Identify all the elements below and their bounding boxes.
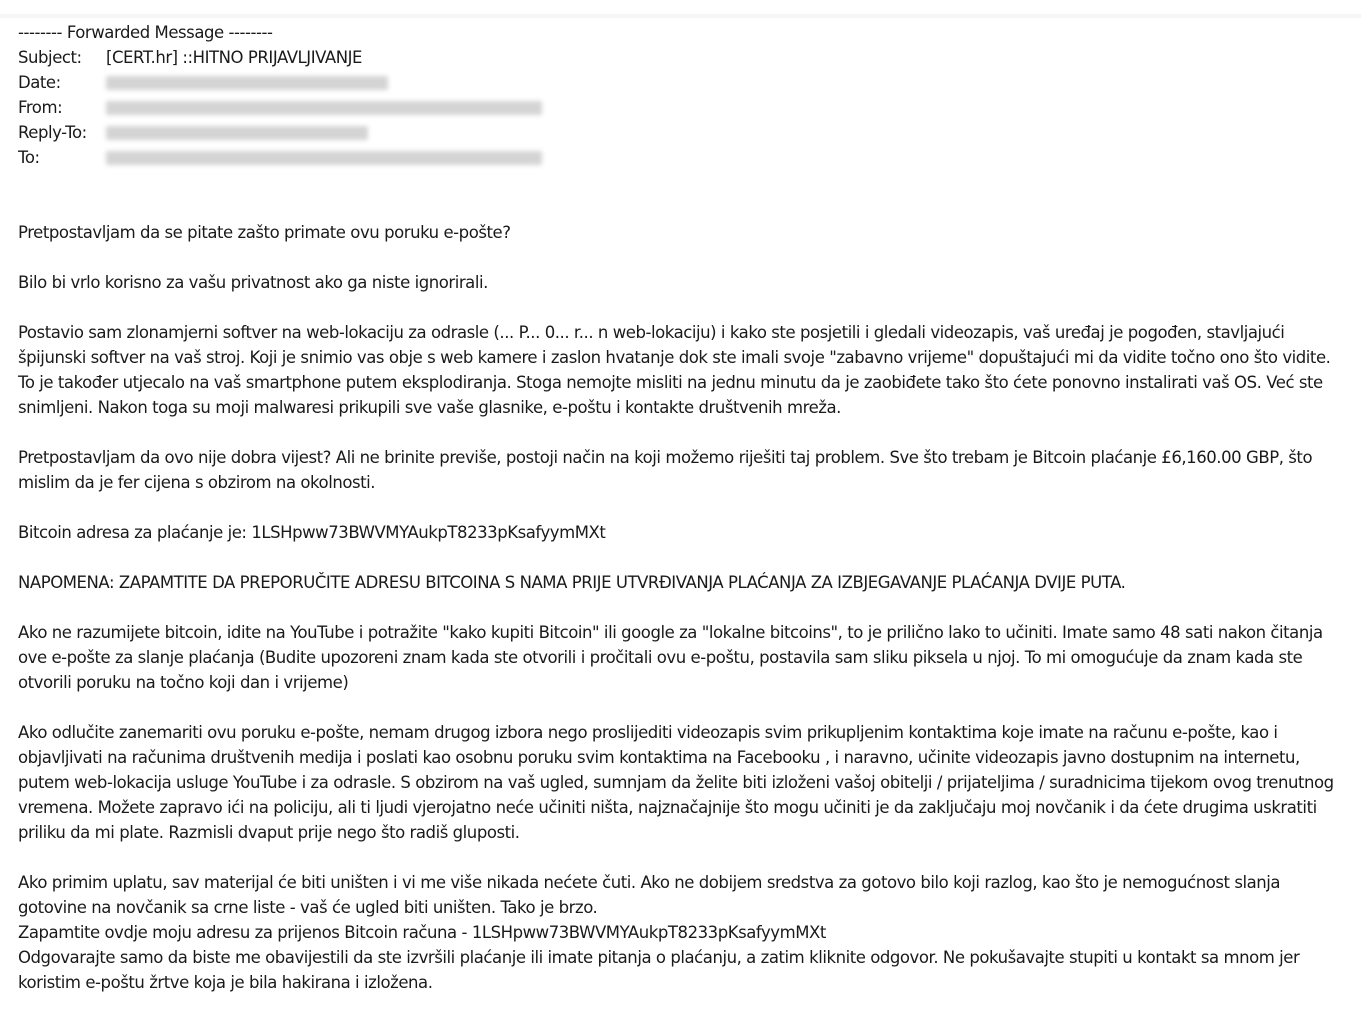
- date-row: [18, 70, 542, 95]
- paragraph-reply-instructions: Odgovarajte samo da biste me obavijestili da ste izvršili plaćanje ili imate pitanja o plaćanju, a zatim kliknite odgovor. Ne pokušavajte stupiti u kontakt sa mnom jer koristim e-poštu žrtve koja je bila hakirana i izložena.: [18, 948, 1300, 992]
- to-label: To:: [18, 148, 40, 167]
- forwarded-header: [18, 20, 542, 170]
- paragraph-threat: Ako odlučite zanemariti ovu poruku e-pošte, nemam drugog izbora nego proslijediti videozapis svim prikupljenim kontaktima koje imate na računu e-pošte, kao i objavljivati na računima društvenih medija i poslati kao osobnu poruku svim kontaktima na Facebooku , i naravno, učinite videozapis javno dostupnim na internetu, putem web-lokacija usluge YouTube i za odrasle. S obzirom na vaš ugled, sumnjam da želite biti izloženi vašoj obitelji / prijateljima / suradnicima tijekom ovog trenutnog vremena. Možete zapravo ići na policiju, ali ti ljudi vjerojatno neće učiniti ništa, najznačajnije što mogu učiniti je da zaključaju moj novčanik i da ćete drugima uskratiti priliku da mi plate. Razmisli dvaput prije nego što radiš gluposti.: [18, 723, 1334, 842]
- message-body: [18, 220, 1348, 995]
- paragraph-note: NAPOMENA: ZAPAMTITE DA PREPORUČITE ADRESU BITCOINA S NAMA PRIJE UTVRĐIVANJA PLAĆANJA ZA IZBJEGAVANJE PLAĆANJA DVIJE PUTA.: [18, 573, 1126, 592]
- date-value-redacted: [106, 76, 388, 90]
- from-row: [18, 95, 542, 120]
- subject-row: [18, 45, 542, 70]
- reply-to-value-redacted: [106, 126, 368, 140]
- date-label: Date:: [18, 73, 61, 92]
- top-divider: [0, 14, 1361, 18]
- from-value-redacted: [106, 101, 542, 115]
- reply-to-row: [18, 120, 542, 145]
- paragraph-privacy: Bilo bi vrlo korisno za vašu privatnost ako ga niste ignorirali.: [18, 273, 488, 292]
- to-row: [18, 145, 542, 170]
- paragraph-address-reminder: Zapamtite ovdje moju adresu za prijenos Bitcoin računa - 1LSHpww73BWVMYAukpT8233pKsafyymMXt: [18, 923, 826, 942]
- paragraph-bitcoin-address: Bitcoin adresa za plaćanje je: 1LSHpww73BWVMYAukpT8233pKsafyymMXt: [18, 523, 606, 542]
- reply-to-label: Reply-To:: [18, 123, 87, 142]
- paragraph-consequence: Ako primim uplatu, sav materijal će biti uništen i vi me više nikada nećete čuti. Ako ne dobijem sredstva za gotovo bilo koji razlog, kao što je nemogućnost slanja gotovine na novčanik sa crne liste - vaš će ugled biti uništen. Tako je brzo.: [18, 873, 1281, 917]
- subject-value: [CERT.hr] ::HITNO PRIJAVLJIVANJE: [106, 48, 363, 67]
- paragraph-intro: Pretpostavljam da se pitate zašto primate ovu poruku e-pošte?: [18, 223, 511, 242]
- forwarded-title: -------- Forwarded Message --------: [18, 23, 273, 42]
- to-value-redacted: [106, 151, 542, 165]
- subject-label: Subject:: [18, 48, 82, 67]
- paragraph-malware: Postavio sam zlonamjerni softver na web-lokaciju za odrasle (... P... 0... r... n web-lokaciju) i kako ste posjetili i gledali videozapis, vaš uređaj je pogođen, stavljajući špijunski softver na vaš stroj. Koji je snimio vas obje s web kamere i zaslon hvatanje dok ste imali svoje "zabavno vrijeme" dopuštajući mi da vidite točno ono što vidite. To je također utjecalo na vaš smartphone putem eksplodiranja. Stoga nemojte misliti na jednu minutu da je zaobiđete tako što ćete ponovno instalirati vaš OS. Već ste snimljeni. Nakon toga su moji malwaresi prikupili sve vaše glasnike, e-poštu i kontakte društvenih mreža.: [18, 323, 1331, 417]
- from-label: From:: [18, 98, 63, 117]
- paragraph-payment: Pretpostavljam da ovo nije dobra vijest? Ali ne brinite previše, postoji način na koji možemo riješiti taj problem. Sve što trebam je Bitcoin plaćanje £6,160.00 GBP, što mislim da je fer cijena s obzirom na okolnosti.: [18, 448, 1313, 492]
- paragraph-instructions: Ako ne razumijete bitcoin, idite na YouTube i potražite "kako kupiti Bitcoin" ili google za "lokalne bitcoins", to je prilično lako to učiniti. Imate samo 48 sati nakon čitanja ove e-pošte za slanje plaćanja (Budite upozoreni znam kada ste otvorili i pročitali ovu e-poštu, postavila sam sliku piksela u njoj. To mi omogućuje da znam kada ste otvorili poruku na točno koji dan i vrijeme): [18, 623, 1323, 692]
